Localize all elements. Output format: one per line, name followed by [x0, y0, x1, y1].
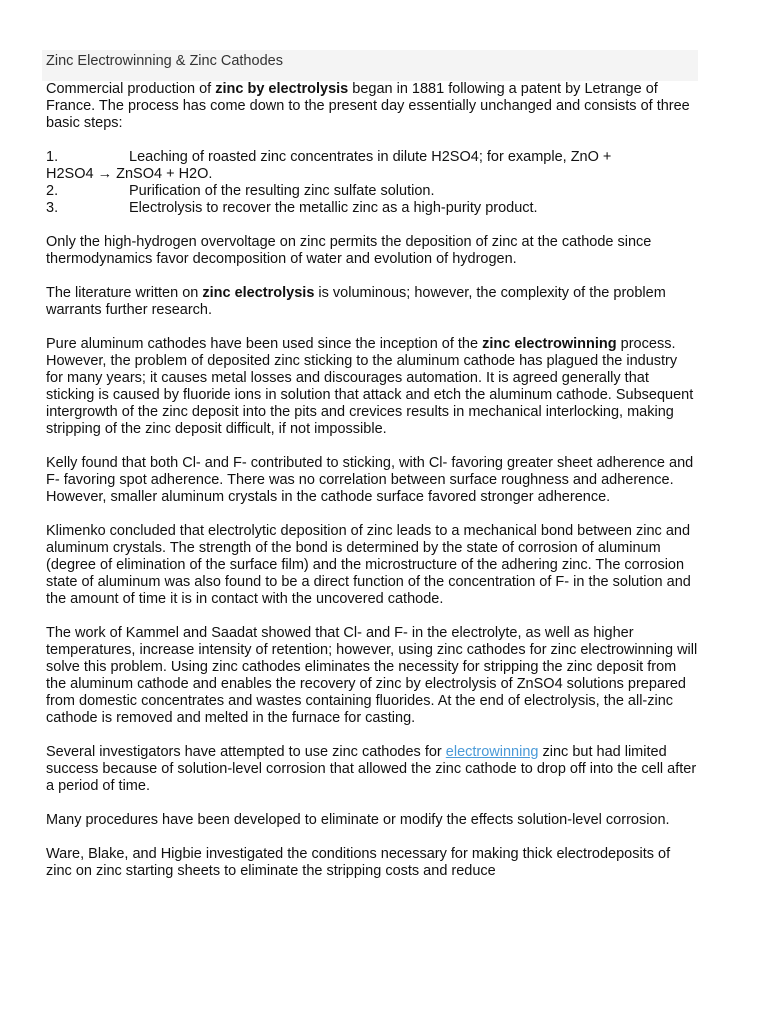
literature-text-2: is voluminous; however, the complexity of the problem warrants further research. [46, 285, 666, 318]
document-page [46, 50, 698, 897]
intro-text: Commercial production of [46, 81, 216, 97]
aluminum-text-2: process. However, the problem of deposited zinc sticking to the aluminum cathode has plagued the industry for many years; it causes metal losses and discourages automation. It is agreed generally that sticking is caused by fluoride ions in solution that attack and etch the aluminum cathode. Subsequent intergrowth of the zinc deposit into the pits and crevices results in mechanical interlocking, making stripping of the zinc deposit difficult, if not impossible. [46, 336, 694, 437]
paragraph-aluminum [46, 336, 698, 438]
paragraph-ware: Ware, Blake, and Higbie investigated the conditions necessary for making thick electrodeposits of zinc on zinc starting sheets to eliminate the stripping costs and reduce [46, 846, 671, 879]
aluminum-text: Pure aluminum cathodes have been used since the inception of the [46, 336, 483, 352]
document-title [42, 50, 698, 81]
paragraph-investigators [46, 744, 698, 795]
paragraph-intro [46, 81, 698, 132]
paragraph-procedures: Many procedures have been developed to eliminate or modify the effects solution-level corrosion. [46, 812, 670, 828]
document-body [46, 81, 698, 880]
step-text: Electrolysis to recover the metallic zinc as a high-purity product. [129, 200, 538, 216]
investigators-text: Several investigators have attempted to use zinc cathodes for [46, 744, 446, 760]
list-item [46, 149, 698, 183]
step-number: 3. [46, 200, 59, 216]
paragraph-kelly: Kelly found that both Cl- and F- contributed to sticking, with Cl- favoring greater sheet adherence and F- favoring spot adherence. There was no correlation between surface roughness and adherence. However, smaller aluminum crystals in the cathode surface favored stronger adherence. [46, 455, 694, 505]
paragraph-klimenko: Klimenko concluded that electrolytic deposition of zinc leads to a mechanical bond between zinc and aluminum crystals. The strength of the bond is determined by the state of corrosion of aluminum (degree of elimination of the surface film) and the microstructure of the adhering zinc. The corrosion state of aluminum was also found to be a direct function of the concentration of F- in the solution and the amount of time it is in contact with the uncovered cathode. [46, 523, 691, 607]
investigators-text-2: zinc but had limited success because of solution-level corrosion that allowed the zinc cathode to drop off into the cell after a period of time. [46, 744, 697, 794]
list-item [46, 183, 698, 200]
step-number: 2. [46, 183, 59, 199]
step-text: Purification of the resulting zinc sulfate solution. [129, 183, 435, 199]
literature-text: The literature written on [46, 285, 203, 301]
step-text-continued: H2SO4 → ZnSO4 + H2O. [46, 166, 213, 182]
steps-list [46, 149, 698, 217]
aluminum-bold: zinc electrowinning [482, 336, 617, 352]
paragraph-literature [46, 285, 698, 319]
paragraph-hydrogen: Only the high-hydrogen overvoltage on zinc permits the deposition of zinc at the cathode since thermodynamics favor decomposition of water and evolution of hydrogen. [46, 234, 652, 267]
step-number: 1. [46, 149, 59, 165]
intro-bold: zinc by electrolysis [215, 81, 349, 97]
paragraph-kammel: The work of Kammel and Saadat showed that Cl- and F- in the electrolyte, as well as higher temperatures, increase intensity of retention; however, using zinc cathodes for zinc electrowinning will solve this problem. Using zinc cathodes eliminates the necessity for stripping the zinc deposit from the aluminum cathode and enables the recovery of zinc by electrolysis of ZnSO4 solutions prepared from domestic concentrates and wastes containing fluorides. At the end of electrolysis, the all-zinc cathode is removed and melted in the furnace for casting. [46, 625, 698, 726]
electrowinning-link[interactable]: electrowinning [445, 744, 539, 760]
step-text: Leaching of roasted zinc concentrates in dilute H2SO4; for example, ZnO + [129, 149, 612, 165]
literature-bold: zinc electrolysis [202, 285, 315, 301]
intro-text-2: began in 1881 following a patent by Letrange of France. The process has come down to the present day essentially unchanged and consists of three basic steps: [46, 81, 690, 131]
document-title-text: Zinc Electrowinning & Zinc Cathodes [46, 53, 283, 69]
list-item [46, 200, 698, 217]
